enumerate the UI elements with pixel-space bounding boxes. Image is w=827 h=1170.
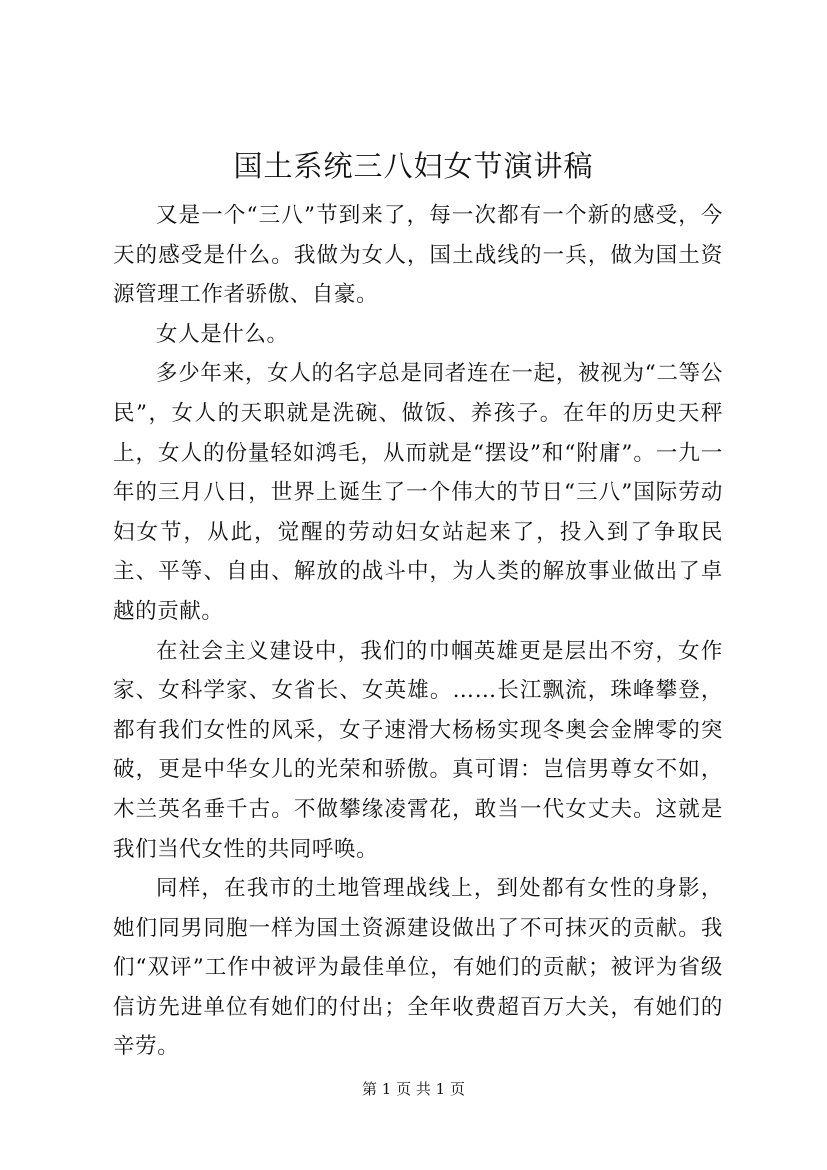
page-footer: 第 1 页 共 1 页 bbox=[362, 1080, 465, 1098]
paragraph-5: 同样，在我市的土地管理战线上，到处都有女性的身影，她们同男同胞一样为国土资源建设做出了不可抹灭的贡献。我们“双评”工作中被评为最佳单位，有她们的贡献；被评为省级信访先进单位有她们的付出；全年收费超百万大关，有她们的辛劳。 bbox=[113, 876, 723, 1060]
paragraph-2: 女人是什么。 bbox=[156, 321, 289, 347]
paragraph-3: 多少年来，女人的名字总是同者连在一起，被视为“二等公民”，女人的天职就是洗碗、做饭、养孩子。在年的历史天秤上，女人的份量轻如鸿毛，从而就是“摆设”和“附庸”。一九一年的三月八日，世界上诞生了一个伟大的节日“三八”国际劳动妇女节，从此，觉醒的劳动妇女站起来了，投入到了争取民主、平等、自由、解放的战斗中，为人类的解放事业做出了卓越的贡献。 bbox=[113, 361, 723, 624]
paragraph-1: 又是一个“三八”节到来了，每一次都有一个新的感受，今天的感受是什么。我做为女人，国土战线的一兵，做为国土资源管理工作者骄傲、自豪。 bbox=[113, 203, 723, 308]
document-title: 国土系统三八妇女节演讲稿 bbox=[233, 149, 594, 183]
paragraph-4: 在社会主义建设中，我们的巾帼英雄更是层出不穷，女作家、女科学家、女省长、女英雄。……长江飘流，珠峰攀登，都有我们女性的风采，女子速滑大杨杨实现冬奥会金牌零的突破，更是中华女儿的光荣和骄傲。真可谓：岂信男尊女不如，木兰英名垂千古。不做攀缘凌霄花，敢当一代女丈夫。这就是我们当代女性的共同呼唤。 bbox=[113, 638, 723, 862]
document-body bbox=[113, 196, 723, 1067]
